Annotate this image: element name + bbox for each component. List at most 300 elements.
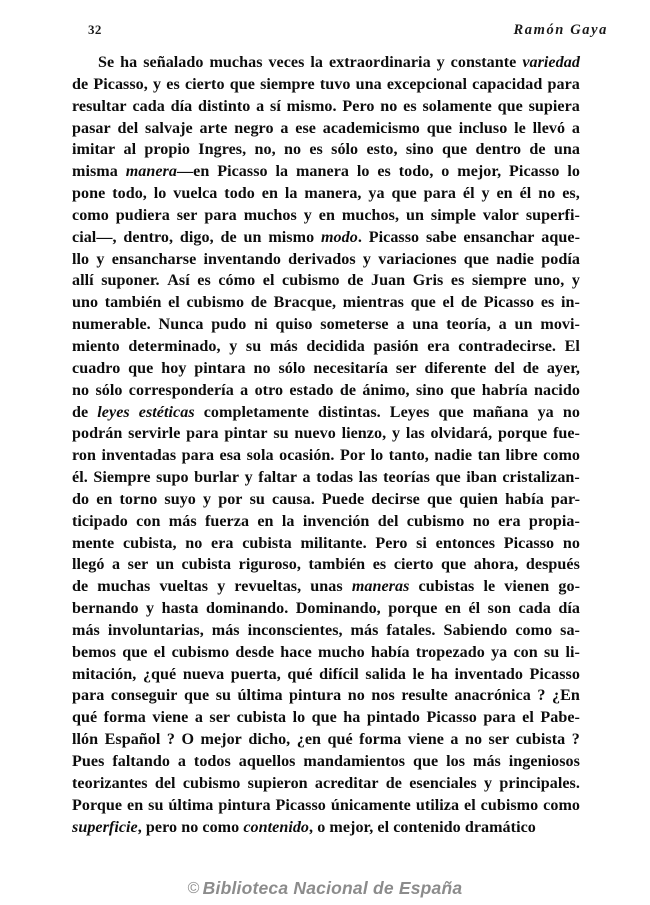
text-word xyxy=(383,467,430,489)
text-run: Picasso xyxy=(509,163,560,181)
text-line xyxy=(72,642,580,664)
text-run: las xyxy=(405,425,425,443)
text-word xyxy=(388,598,437,620)
text-word xyxy=(509,161,559,183)
text-run: mitación, xyxy=(72,665,137,683)
text-word xyxy=(268,227,314,249)
text-word xyxy=(72,751,104,773)
text-run: del xyxy=(154,774,176,792)
text-run: resultar xyxy=(72,97,127,115)
text-run: y xyxy=(571,272,580,290)
text-line xyxy=(72,817,580,839)
text-word xyxy=(204,249,281,271)
text-run: li- xyxy=(565,643,580,661)
text-word xyxy=(93,74,148,96)
text-run: todo, xyxy=(398,163,434,181)
text-word xyxy=(506,445,538,467)
text-word xyxy=(318,402,381,424)
text-word xyxy=(478,445,501,467)
text-word xyxy=(499,773,580,795)
text-run: imitar xyxy=(72,141,116,159)
text-word xyxy=(437,52,445,74)
text-run: pasión xyxy=(373,337,419,355)
text-word xyxy=(162,598,199,620)
text-word xyxy=(168,292,180,314)
text-run: después xyxy=(525,556,580,574)
text-run: a xyxy=(396,316,405,334)
text-run: que xyxy=(413,753,439,770)
text-run: llón xyxy=(72,731,99,749)
text-word xyxy=(406,139,434,161)
text-line xyxy=(72,773,580,795)
text-run: nuevo xyxy=(294,425,336,443)
text-run: aquellos xyxy=(238,753,296,770)
text-word xyxy=(498,96,523,118)
text-run: ánimo, xyxy=(362,381,410,399)
text-run: extraordinaria xyxy=(328,54,431,71)
text-run: Picasso xyxy=(275,796,326,814)
text-run: mucho xyxy=(317,643,365,661)
text-word xyxy=(416,642,485,664)
text-run: a xyxy=(194,709,203,727)
text-word xyxy=(72,205,109,227)
text-word xyxy=(268,52,304,74)
text-word xyxy=(123,227,173,249)
text-run: que xyxy=(463,250,489,268)
text-run: un xyxy=(514,316,533,334)
text-word xyxy=(209,52,262,74)
text-word xyxy=(72,183,105,205)
text-run: allí xyxy=(72,272,94,290)
text-word xyxy=(95,380,122,402)
text-run: porque xyxy=(388,600,438,618)
text-run: hace xyxy=(280,643,312,661)
text-word xyxy=(168,795,213,817)
text-word xyxy=(362,380,409,402)
text-run: es xyxy=(377,163,391,181)
text-run: Ingres, xyxy=(198,141,247,159)
text-run: excepcional xyxy=(386,75,467,93)
text-word xyxy=(112,249,197,271)
text-word xyxy=(72,467,88,489)
text-run: es xyxy=(166,75,180,93)
text-run: pintar xyxy=(224,425,268,443)
text-word xyxy=(563,402,580,424)
text-run: cuadro xyxy=(72,359,121,377)
text-word xyxy=(459,118,508,140)
text-word xyxy=(322,489,364,511)
text-word xyxy=(403,96,417,118)
text-run: a xyxy=(280,119,289,137)
text-word xyxy=(562,183,580,205)
text-word xyxy=(297,729,321,751)
running-head-author: Ramón Gaya xyxy=(513,22,608,38)
text-word xyxy=(483,205,519,227)
watermark-institution: Biblioteca Nacional de España xyxy=(202,878,463,898)
text-word xyxy=(389,445,429,467)
text-run: para xyxy=(181,447,215,465)
text-word xyxy=(378,249,456,271)
text-word xyxy=(498,423,547,445)
text-run: revueltas, xyxy=(234,578,302,596)
text-run: como xyxy=(515,621,553,639)
text-line xyxy=(72,554,580,576)
text-run: . xyxy=(357,228,362,246)
text-run: desde xyxy=(235,643,275,661)
text-run: la xyxy=(310,54,324,71)
text-word xyxy=(366,139,397,161)
text-word xyxy=(312,707,337,729)
text-word xyxy=(572,270,580,292)
text-word xyxy=(502,467,579,489)
text-run: salvaje xyxy=(145,119,193,137)
text-run: del xyxy=(377,512,399,530)
text-run: valor xyxy=(482,206,519,224)
text-run: le xyxy=(483,578,496,596)
text-run: es xyxy=(450,272,465,290)
text-run: par- xyxy=(550,490,580,508)
text-run: —en xyxy=(176,163,210,181)
text-run: dominando. xyxy=(205,600,289,618)
text-word xyxy=(234,576,301,598)
text-run: si xyxy=(416,534,427,552)
text-line xyxy=(72,139,580,161)
text-word xyxy=(340,380,356,402)
text-word xyxy=(465,729,482,751)
text-word xyxy=(547,358,580,380)
text-run: correspondería xyxy=(128,381,234,399)
text-run: también xyxy=(104,294,162,312)
text-word xyxy=(484,292,534,314)
text-word xyxy=(123,533,177,555)
emphasis-text: manera xyxy=(125,163,177,181)
text-word xyxy=(320,314,388,336)
text-run: mente xyxy=(72,534,115,552)
text-run: muchas xyxy=(209,54,263,71)
text-word xyxy=(554,139,580,161)
text-run: faltando xyxy=(112,753,170,770)
text-word xyxy=(161,358,186,380)
text-word xyxy=(515,620,552,642)
text-word xyxy=(251,292,267,314)
text-word xyxy=(343,707,360,729)
text-run: anacrónica xyxy=(454,687,531,705)
text-word xyxy=(154,183,167,205)
text-run: nacido xyxy=(534,381,580,399)
text-word xyxy=(194,467,239,489)
text-run: pintado xyxy=(366,709,420,727)
text-run: es xyxy=(197,272,211,290)
text-run: ser xyxy=(209,709,231,727)
text-run: también xyxy=(308,556,366,574)
text-word xyxy=(211,314,246,336)
text-run: invención xyxy=(302,512,370,530)
text-run: capacidad xyxy=(472,75,543,93)
text-word xyxy=(396,314,404,336)
text-word xyxy=(287,664,312,686)
text-run: mañana xyxy=(472,403,529,421)
text-run: el xyxy=(522,709,534,727)
text-run: mismo xyxy=(268,228,315,246)
text-word xyxy=(306,336,365,358)
text-word xyxy=(129,380,234,402)
text-run: faltar xyxy=(258,469,298,487)
text-run: ¿qué xyxy=(142,665,177,683)
text-word xyxy=(186,423,218,445)
text-word xyxy=(363,249,371,271)
text-run: su xyxy=(249,490,265,508)
text-run: última xyxy=(237,687,283,705)
text-word xyxy=(112,554,120,576)
text-run: a xyxy=(112,556,121,574)
text-word xyxy=(319,664,359,686)
text-run: ¿En xyxy=(551,687,580,705)
text-run: cubistas xyxy=(418,578,475,596)
text-line xyxy=(72,96,580,118)
text-run: Sabiendo xyxy=(443,621,508,639)
text-word xyxy=(72,52,114,74)
text-run: cierto xyxy=(393,556,434,574)
text-run: y xyxy=(483,774,493,792)
text-run: a xyxy=(450,731,459,749)
text-word xyxy=(229,336,237,358)
text-word xyxy=(359,467,378,489)
text-run: utiliza xyxy=(415,796,460,814)
text-run: Picasso xyxy=(426,709,477,727)
text-word xyxy=(481,795,539,817)
text-word xyxy=(320,74,351,96)
text-run: llevó xyxy=(532,119,566,137)
text-word xyxy=(504,576,549,598)
text-run: y xyxy=(146,600,155,618)
text-word xyxy=(155,773,176,795)
text-word xyxy=(280,642,311,664)
text-run: él xyxy=(468,600,481,618)
text-run: ocasión. xyxy=(279,447,335,465)
text-word xyxy=(211,533,233,555)
text-run: iban xyxy=(466,469,497,487)
text-run: mandamientos xyxy=(303,753,406,770)
text-run: y xyxy=(217,578,226,596)
text-word xyxy=(96,249,104,271)
text-run: cristalizan- xyxy=(502,469,580,487)
text-run: que xyxy=(450,381,476,399)
text-run: Así xyxy=(167,272,190,290)
text-run: fuerza xyxy=(204,512,250,530)
text-word xyxy=(520,183,532,205)
text-word xyxy=(220,445,242,467)
text-word xyxy=(220,227,236,249)
text-word xyxy=(441,554,466,576)
text-word xyxy=(217,576,225,598)
text-word xyxy=(132,96,164,118)
text-word xyxy=(272,489,315,511)
text-word xyxy=(148,795,163,817)
text-word xyxy=(463,183,475,205)
text-word xyxy=(112,751,170,773)
text-run: inventando xyxy=(203,250,281,268)
text-word xyxy=(279,445,334,467)
text-word xyxy=(209,707,230,729)
text-line xyxy=(72,795,580,817)
text-run: distintas. xyxy=(318,403,381,421)
text-word xyxy=(472,74,542,96)
text-run: cubista xyxy=(181,556,232,574)
text-word xyxy=(348,685,365,707)
text-run: unas xyxy=(310,578,343,596)
text-run: o xyxy=(441,163,450,181)
text-word xyxy=(206,598,288,620)
text-word xyxy=(120,52,137,74)
text-run: como xyxy=(202,818,240,836)
text-word xyxy=(224,183,255,205)
text-run: , xyxy=(137,818,142,836)
text-run: para xyxy=(72,687,105,705)
text-run: en xyxy=(96,490,113,508)
text-run: todo, xyxy=(112,185,147,203)
text-word xyxy=(474,554,519,576)
text-word xyxy=(101,445,176,467)
text-word xyxy=(270,336,298,358)
text-run: cada xyxy=(132,97,165,115)
text-run: sólo xyxy=(278,359,306,377)
text-word xyxy=(72,685,104,707)
text-run: tan xyxy=(477,447,501,465)
text-run: el xyxy=(153,643,166,661)
text-word xyxy=(441,161,449,183)
text-run: que xyxy=(311,709,337,727)
text-word xyxy=(431,423,493,445)
text-run: Nunca xyxy=(158,316,204,334)
text-run: militante. xyxy=(300,534,367,552)
text-word xyxy=(413,751,438,773)
text-word xyxy=(239,751,296,773)
text-run: misma xyxy=(72,163,118,181)
text-word xyxy=(250,489,265,511)
text-word xyxy=(342,96,374,118)
text-word xyxy=(72,161,118,183)
text-run: incluso xyxy=(458,119,508,137)
text-run: es xyxy=(309,141,323,159)
text-word xyxy=(558,598,580,620)
text-run: vueltas xyxy=(159,578,209,596)
text-run: que xyxy=(391,185,417,203)
text-word xyxy=(108,620,204,642)
text-run: no xyxy=(185,534,203,552)
text-run: ya xyxy=(368,185,385,203)
text-run: es xyxy=(403,97,417,115)
text-word xyxy=(304,205,312,227)
text-word xyxy=(534,270,564,292)
text-run: vuelca xyxy=(173,185,218,203)
text-word xyxy=(450,380,475,402)
text-word xyxy=(296,598,381,620)
text-word xyxy=(145,118,193,140)
text-word xyxy=(434,445,472,467)
text-line xyxy=(72,751,580,773)
text-word xyxy=(565,336,580,358)
text-word xyxy=(406,205,424,227)
text-run: todo xyxy=(224,185,255,203)
text-run: su xyxy=(543,643,560,661)
text-word xyxy=(303,467,311,489)
text-run: había xyxy=(505,490,544,508)
text-word xyxy=(169,511,197,533)
text-word xyxy=(438,402,463,424)
text-run: era xyxy=(427,337,450,355)
text-run: como xyxy=(72,206,109,224)
text-word xyxy=(519,598,551,620)
page-number: 32 xyxy=(88,22,102,37)
text-line xyxy=(72,118,580,140)
text-line xyxy=(72,664,580,686)
text-word xyxy=(374,336,419,358)
emphasis-text: leyes xyxy=(97,403,130,421)
text-run: qué xyxy=(287,665,313,683)
text-word xyxy=(329,52,431,74)
text-run: y xyxy=(303,206,312,224)
text-word xyxy=(72,358,120,380)
text-run: ¿en xyxy=(296,731,322,749)
text-run: veces xyxy=(268,54,305,71)
text-word xyxy=(343,292,404,314)
text-run: por xyxy=(218,490,243,508)
text-run: dramático xyxy=(464,818,536,836)
text-run: ha xyxy=(120,54,138,71)
text-run: la xyxy=(284,185,298,203)
text-run: in- xyxy=(560,294,580,312)
text-run: viene xyxy=(407,731,444,749)
text-run: inventado xyxy=(454,665,523,683)
text-line xyxy=(72,685,580,707)
text-word xyxy=(167,270,190,292)
text-run: tuvo xyxy=(319,75,351,93)
text-run: de xyxy=(72,403,89,421)
text-run: mientras xyxy=(342,294,404,312)
text-word xyxy=(547,74,579,96)
text-word xyxy=(182,554,232,576)
text-word xyxy=(392,423,400,445)
text-run: todas xyxy=(316,469,354,487)
text-run: era xyxy=(211,534,234,552)
text-run: que xyxy=(410,294,436,312)
text-word xyxy=(180,227,214,249)
text-word xyxy=(367,707,420,729)
text-word xyxy=(427,489,452,511)
text-word xyxy=(153,74,161,96)
text-run: Bracque, xyxy=(273,294,337,312)
text-word xyxy=(369,227,419,249)
text-run: libre xyxy=(505,447,538,465)
text-word xyxy=(365,664,406,686)
text-word xyxy=(561,292,580,314)
text-word xyxy=(538,402,554,424)
text-word xyxy=(375,533,407,555)
text-word xyxy=(472,270,527,292)
library-watermark xyxy=(0,878,650,899)
text-run: pero xyxy=(145,818,178,836)
text-run: lo xyxy=(292,709,306,727)
text-word xyxy=(72,729,98,751)
text-word xyxy=(540,314,580,336)
text-word xyxy=(386,773,402,795)
text-word xyxy=(72,773,148,795)
text-word xyxy=(347,270,363,292)
text-word xyxy=(201,729,242,751)
text-word xyxy=(198,96,250,118)
text-word xyxy=(72,292,98,314)
text-word xyxy=(513,642,537,664)
